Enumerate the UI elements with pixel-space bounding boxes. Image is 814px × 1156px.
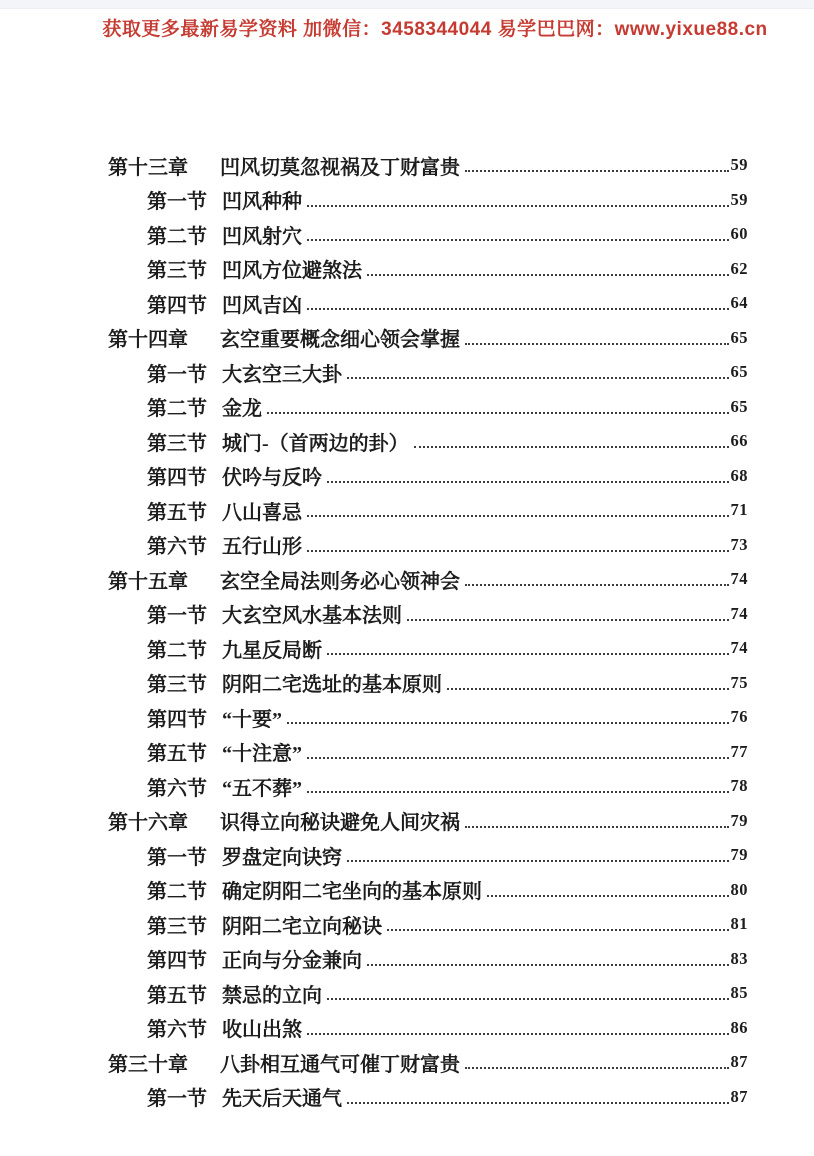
toc-entry-label: 第六节: [147, 777, 207, 800]
toc-entry-page: 75: [730, 672, 748, 692]
dotted-leader: [327, 653, 729, 655]
dotted-leader: [307, 515, 729, 517]
toc-entry: [0, 459, 814, 494]
top-strip: [0, 0, 814, 9]
toc-entry-title: 玄空重要概念细心领会掌握: [220, 329, 460, 352]
toc-entry-title: 凹风切莫忽视祸及丁财富贵: [220, 156, 460, 179]
toc-entry-title: 大玄空三大卦: [222, 363, 342, 386]
toc-entry-label: 第三节: [147, 674, 207, 697]
toc-entry: [0, 252, 814, 287]
toc-entry: [0, 838, 814, 873]
toc-entry-title: 阴阳二宅选址的基本原则: [222, 674, 442, 697]
toc-entry-title: 九星反局断: [222, 639, 322, 662]
toc-entry-page: 60: [730, 224, 748, 244]
dotted-leader: [327, 481, 729, 483]
dotted-leader: [367, 964, 729, 966]
toc-entry-label: 第四节: [147, 708, 207, 731]
toc-entry: [0, 597, 814, 632]
dotted-leader: [307, 308, 729, 310]
dotted-leader: [307, 205, 729, 207]
toc-entry-page: 59: [730, 189, 748, 209]
dotted-leader: [307, 757, 729, 759]
toc-entry-page: 80: [730, 879, 748, 899]
toc-entry: [0, 390, 814, 425]
toc-entry-title: 金龙: [222, 398, 262, 421]
toc-entry: [0, 562, 814, 597]
toc-entry-title: 八卦相互通气可催丁财富贵: [220, 1053, 460, 1076]
toc-entry-title: 罗盘定向诀窍: [222, 846, 342, 869]
dotted-leader: [465, 170, 729, 172]
dotted-leader: [307, 791, 729, 793]
toc-entry-title: 凹风种种: [222, 191, 302, 214]
toc-entry-page: 74: [730, 603, 748, 623]
toc-entry-label: 第一节: [147, 191, 207, 214]
dotted-leader: [327, 998, 729, 1000]
toc-entry: [0, 700, 814, 735]
dotted-leader: [414, 446, 729, 448]
toc-entry-title: 识得立向秘诀避免人间灾祸: [220, 812, 460, 835]
toc-entry-page: 64: [730, 293, 748, 313]
toc-entry-title: “十注意”: [222, 743, 302, 766]
dotted-leader: [487, 895, 729, 897]
toc-entry-title: 八山喜忌: [222, 501, 302, 524]
toc-entry-page: 83: [730, 948, 748, 968]
toc-entry-label: 第五节: [147, 501, 207, 524]
toc-entry-page: 87: [730, 1086, 748, 1106]
toc-entry-label: 第二节: [147, 881, 207, 904]
watermark-header-text: 获取更多最新易学资料 加微信：3458344044 易学巴巴网：www.yixue88.cn: [102, 19, 768, 40]
toc-entry: [0, 1080, 814, 1115]
toc-entry-title: 五行山形: [222, 536, 302, 559]
toc-entry: [0, 286, 814, 321]
toc-entry: [0, 1045, 814, 1080]
table-of-contents: [0, 148, 814, 1114]
toc-entry-label: 第四节: [147, 950, 207, 973]
dotted-leader: [387, 929, 729, 931]
toc-entry-label: 第一节: [147, 605, 207, 628]
toc-entry-label: 第五节: [147, 743, 207, 766]
toc-entry-title: 阴阳二宅立向秘诀: [222, 915, 382, 938]
toc-entry: [0, 183, 814, 218]
toc-entry: [0, 321, 814, 356]
toc-entry-label: 第四节: [147, 294, 207, 317]
toc-entry-label: 第二节: [147, 398, 207, 421]
toc-entry: [0, 666, 814, 701]
toc-entry-label: 第十六章: [108, 812, 188, 835]
toc-entry-page: 74: [730, 569, 748, 589]
dotted-leader: [465, 1067, 729, 1069]
toc-entry-label: 第三节: [147, 915, 207, 938]
dotted-leader: [447, 688, 729, 690]
toc-entry-label: 第六节: [147, 1019, 207, 1042]
toc-entry-page: 81: [730, 914, 748, 934]
toc-entry-label: 第十五章: [108, 570, 188, 593]
toc-entry: [0, 804, 814, 839]
toc-entry-page: 65: [730, 396, 748, 416]
toc-entry-title: 禁忌的立向: [222, 984, 322, 1007]
toc-entry-page: 78: [730, 776, 748, 796]
toc-entry-page: 65: [730, 362, 748, 382]
toc-entry-label: 第一节: [147, 1088, 207, 1111]
toc-entry-title: 大玄空风水基本法则: [222, 605, 402, 628]
toc-entry: [0, 942, 814, 977]
toc-entry: [0, 769, 814, 804]
dotted-leader: [347, 377, 729, 379]
toc-entry-label: 第一节: [147, 846, 207, 869]
toc-entry: [0, 1011, 814, 1046]
toc-entry-label: 第五节: [147, 984, 207, 1007]
toc-entry-title: 凹风吉凶: [222, 294, 302, 317]
toc-entry-page: 85: [730, 983, 748, 1003]
toc-entry: [0, 873, 814, 908]
toc-entry-title: 确定阴阳二宅坐向的基本原则: [222, 881, 482, 904]
toc-entry-title: “五不葬”: [222, 777, 302, 800]
toc-entry: [0, 148, 814, 183]
toc-entry: [0, 907, 814, 942]
toc-entry-page: 66: [730, 431, 748, 451]
dotted-leader: [465, 584, 729, 586]
toc-entry-label: 第四节: [147, 467, 207, 490]
dotted-leader: [367, 274, 729, 276]
dotted-leader: [287, 722, 729, 724]
toc-entry-page: 79: [730, 845, 748, 865]
dotted-leader: [267, 412, 729, 414]
toc-entry: [0, 528, 814, 563]
toc-entry: [0, 631, 814, 666]
toc-entry-page: 76: [730, 707, 748, 727]
toc-entry-label: 第十三章: [108, 156, 188, 179]
dotted-leader: [307, 550, 729, 552]
toc-entry-label: 第二节: [147, 225, 207, 248]
dotted-leader: [407, 619, 729, 621]
toc-entry-page: 65: [730, 327, 748, 347]
toc-entry-page: 77: [730, 741, 748, 761]
dotted-leader: [307, 1033, 729, 1035]
dotted-leader: [347, 1102, 729, 1104]
toc-entry-title: 玄空全局法则务必心领神会: [220, 570, 460, 593]
toc-entry-label: 第一节: [147, 363, 207, 386]
toc-entry-label: 第十四章: [108, 329, 188, 352]
toc-entry-title: 正向与分金兼向: [222, 950, 362, 973]
dotted-leader: [465, 343, 729, 345]
toc-entry-title: 城门-（首两边的卦）: [222, 432, 409, 455]
dotted-leader: [347, 860, 729, 862]
toc-entry-title: 伏吟与反吟: [222, 467, 322, 490]
dotted-leader: [465, 826, 729, 828]
toc-entry: [0, 493, 814, 528]
toc-entry-page: 71: [730, 500, 748, 520]
toc-entry: [0, 424, 814, 459]
toc-entry-title: 先天后天通气: [222, 1088, 342, 1111]
toc-entry: [0, 355, 814, 390]
toc-entry-page: 73: [730, 534, 748, 554]
toc-entry: [0, 735, 814, 770]
toc-entry-label: 第三十章: [108, 1053, 188, 1076]
toc-entry-title: 凹风方位避煞法: [222, 260, 362, 283]
toc-entry-page: 74: [730, 638, 748, 658]
toc-entry-label: 第六节: [147, 536, 207, 559]
toc-entry-page: 86: [730, 1017, 748, 1037]
toc-entry-page: 68: [730, 465, 748, 485]
toc-entry-page: 59: [730, 155, 748, 175]
toc-entry: [0, 217, 814, 252]
toc-entry-page: 62: [730, 258, 748, 278]
toc-entry-label: 第三节: [147, 260, 207, 283]
toc-entry-page: 79: [730, 810, 748, 830]
toc-entry-title: “十要”: [222, 708, 282, 731]
watermark-header: [0, 14, 814, 41]
toc-entry: [0, 976, 814, 1011]
dotted-leader: [307, 239, 729, 241]
toc-entry-label: 第三节: [147, 432, 207, 455]
toc-entry-page: 87: [730, 1052, 748, 1072]
toc-entry-label: 第二节: [147, 639, 207, 662]
toc-entry-title: 收山出煞: [222, 1019, 302, 1042]
toc-entry-title: 凹风射穴: [222, 225, 302, 248]
